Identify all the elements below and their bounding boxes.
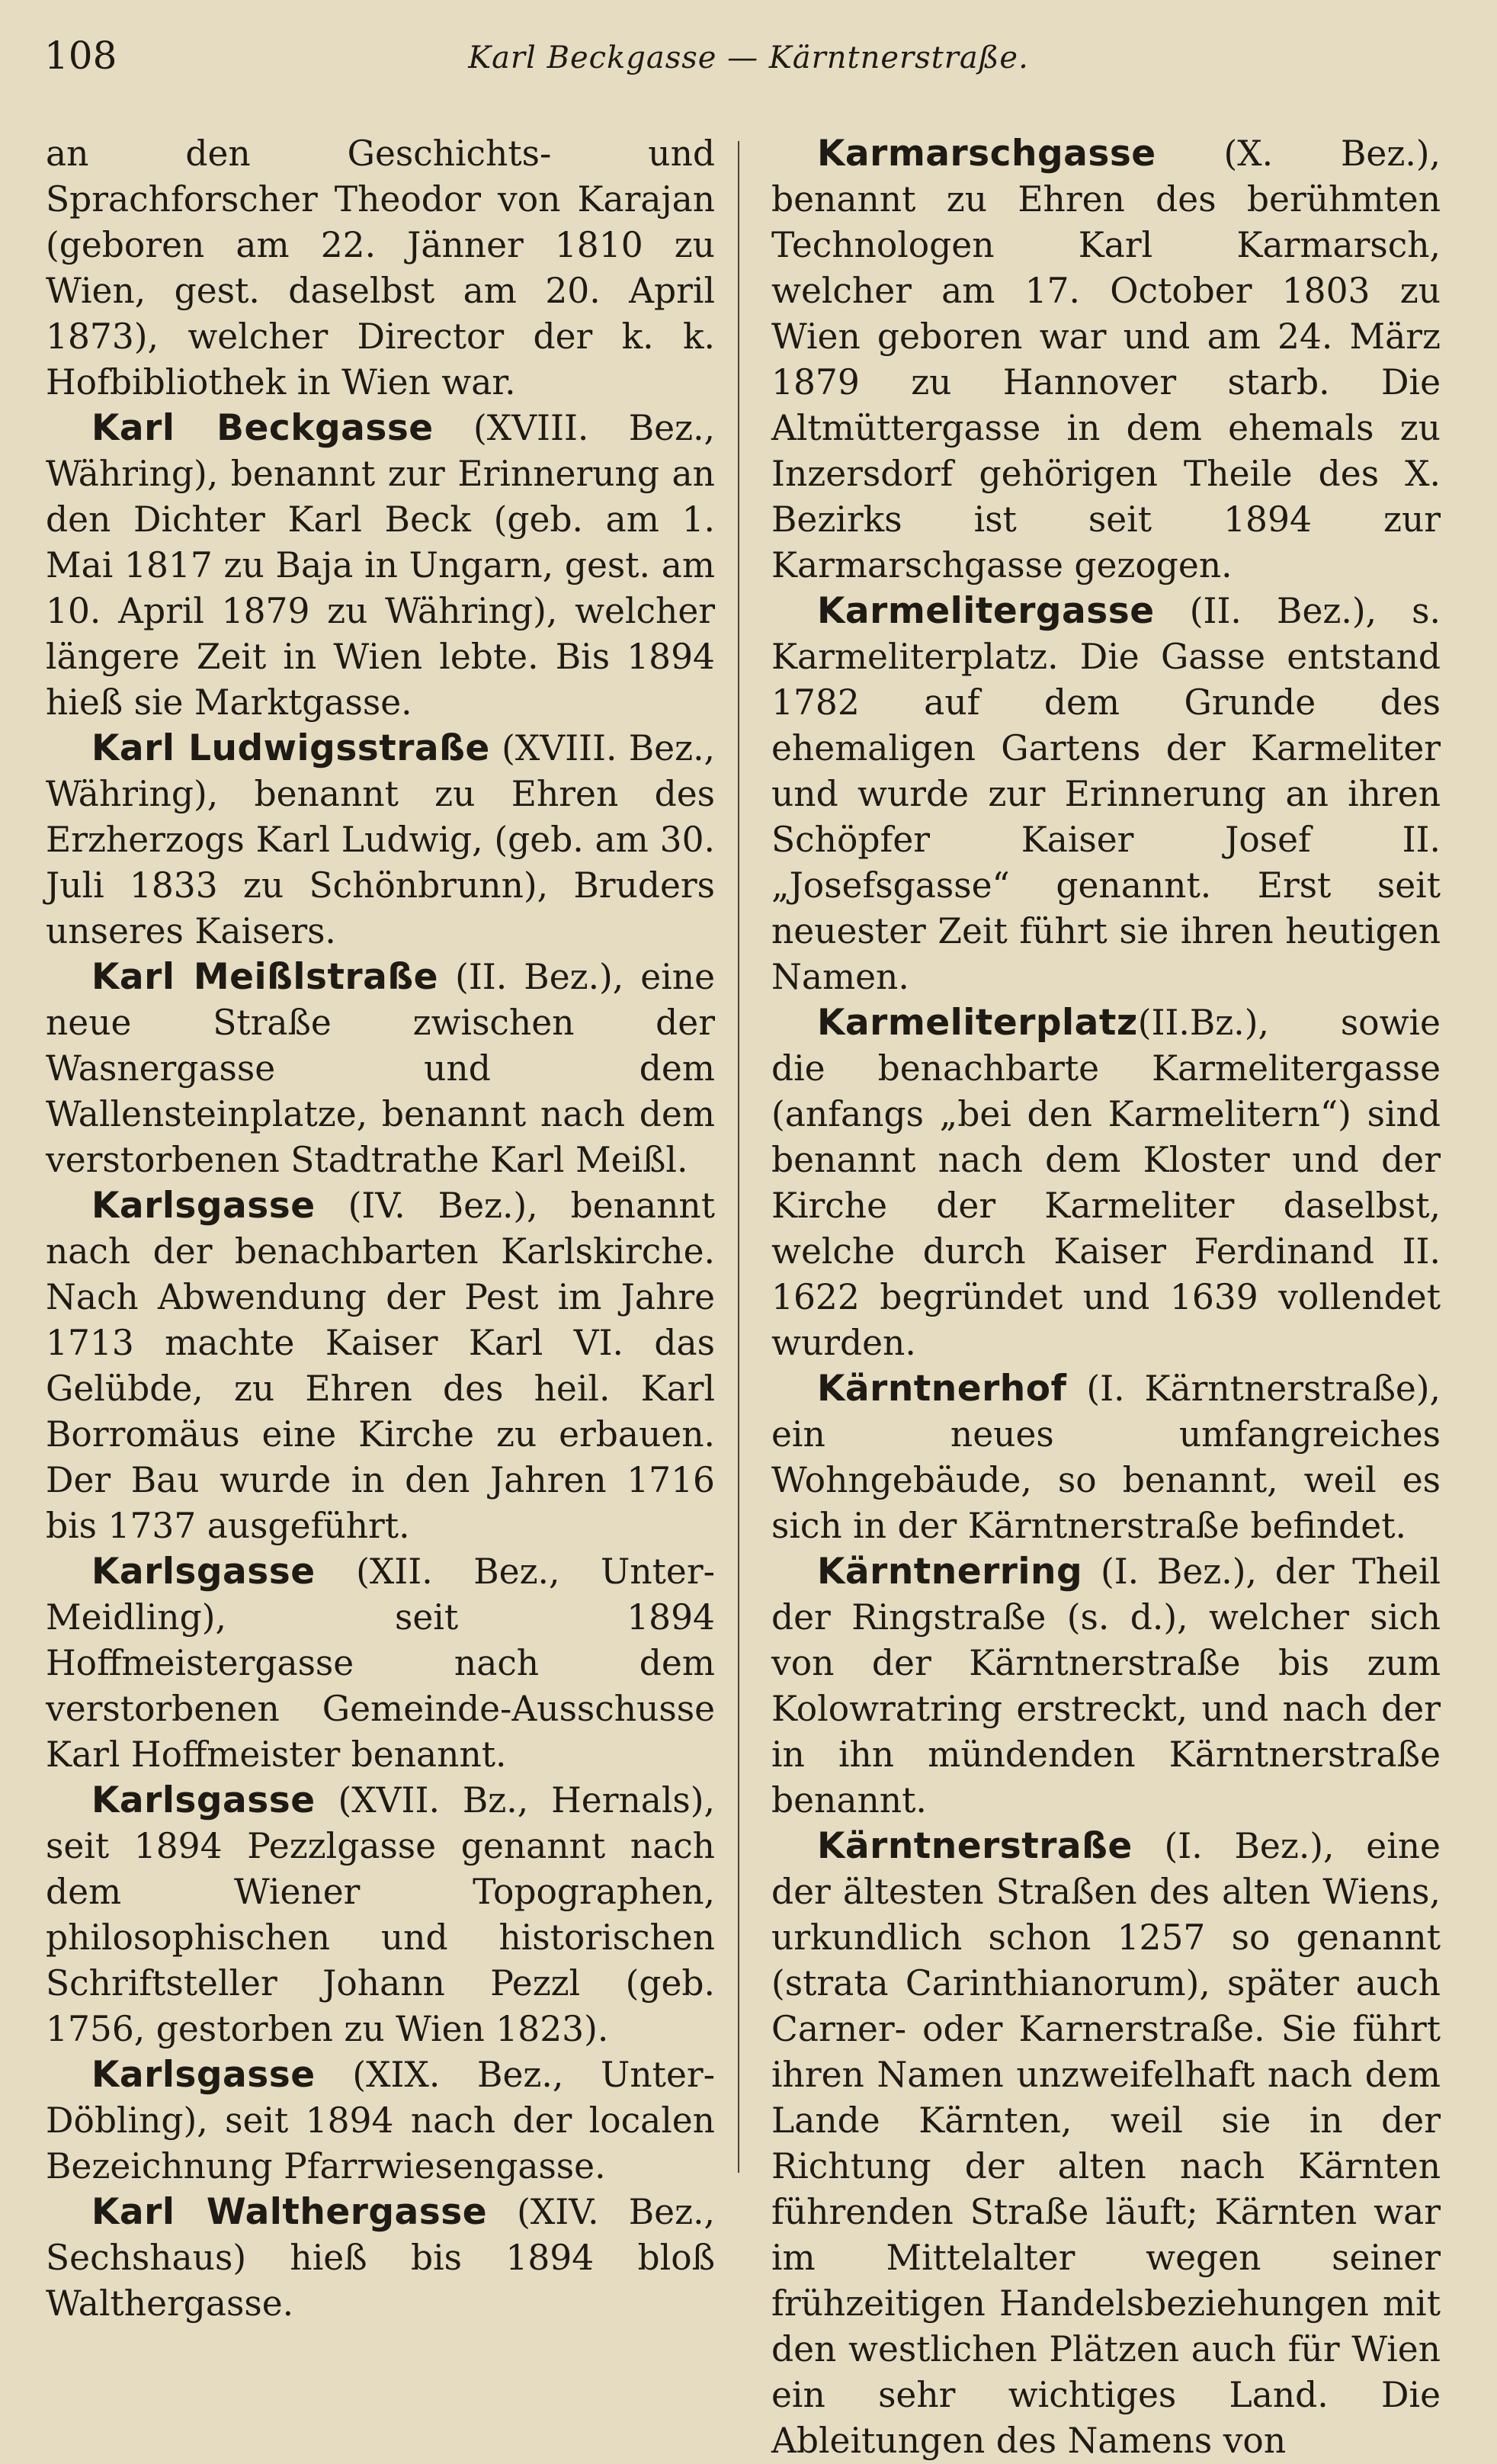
- entry-text: (X. Bez.), benannt zu Ehren des berühmten Technologen Karl Karmarsch, welcher am 17. October 1803 zu Wien geboren war und am 24. März 1879 zu Hannover starb. Die Altmüttergasse in dem ehemals zu Inzersdorf gehörigen Theile des X. Bezirks ist seit 1894 zur Karmarschgasse gezogen.: [771, 133, 1441, 586]
- entry-text: (II.Bz.), sowie die benachbarte Karmelitergasse (anfangs „bei den Karmelitern“) sind benannt nach dem Kloster und der Kirche der Karmeliter daselbst, welche durch Kaiser Ferdinand II. 1622 begründet und 1639 vollendet wurden.: [771, 1003, 1441, 1363]
- entry-headword: Karl Ludwigsstraße: [91, 727, 490, 769]
- entry-text: (XII. Bez., Unter-Meidling), seit 1894 Hoffmeistergasse nach dem verstorbenen Gemeinde-Ausschusse Karl Hoffmeister benannt.: [46, 1551, 715, 1775]
- entry: [46, 2052, 715, 2190]
- right-column: [771, 131, 1441, 2464]
- entry: [771, 131, 1441, 589]
- entry: [46, 2190, 715, 2327]
- column-divider: [738, 141, 739, 2173]
- entry: [771, 1824, 1441, 2464]
- entry-headword: Kärntnerring: [817, 1551, 1083, 1593]
- page-number: 108: [44, 34, 117, 78]
- left-column: [46, 131, 715, 2327]
- entry-headword: Karmarschgasse: [817, 133, 1156, 175]
- entry-text: (XIV. Bez., Sechshaus) hieß bis 1894 bloß Walthergasse.: [46, 2192, 715, 2324]
- running-header: Karl Beckgasse — Kärntnerstraße.: [468, 40, 1029, 75]
- entry: [46, 131, 715, 406]
- entry-headword: Kärntnerhof: [817, 1368, 1067, 1410]
- entry-text: (XIX. Bez., Unter-Döbling), seit 1894 nach der localen Bezeichnung Pfarrwiesengasse.: [46, 2055, 715, 2186]
- entry-text: an den Geschichts- und Sprachforscher Theodor von Karajan (geboren am 22. Jänner 1810 zu Wien, gest. daselbst am 20. April 1873), welcher Director der k. k. Hofbibliothek in Wien war.: [46, 133, 715, 403]
- entry-headword: Karmelitergasse: [817, 590, 1155, 632]
- entry-headword: Karlsgasse: [91, 1551, 316, 1593]
- entry-text: (II. Bez.), eine neue Straße zwischen der Wasnergasse und dem Wallensteinplatze, benannt nach dem verstorbenen Stadtrathe Karl Meißl.: [46, 957, 715, 1180]
- entry-headword: Karmeliterplatz: [817, 1002, 1138, 1044]
- entry-text: (I. Kärntnerstraße), ein neues umfangreiches Wohngebäude, so benannt, weil es sich in der Kärntnerstraße befindet.: [771, 1368, 1441, 1546]
- entry: [771, 1549, 1441, 1824]
- entry: [46, 726, 715, 954]
- entry: [46, 1549, 715, 1778]
- entry: [46, 1183, 715, 1549]
- entry: [46, 406, 715, 726]
- entry-text: (XVIII. Bez., Währing), benannt zur Erinnerung an den Dichter Karl Beck (geb. am 1. Mai 1817 zu Baja in Ungarn, gest. am 10. April 1879 zu Währing), welcher längere Zeit in Wien lebte. Bis 1894 hieß sie Marktgasse.: [46, 408, 715, 723]
- entry-headword: Karlsgasse: [91, 1185, 316, 1227]
- entry: [46, 954, 715, 1183]
- entry: [771, 589, 1441, 1000]
- entry: [46, 1778, 715, 2052]
- entry-headword: Karl Meißlstraße: [91, 956, 439, 998]
- entry-headword: Kärntnerstraße: [817, 1825, 1133, 1867]
- entry-headword: Karlsgasse: [91, 1779, 316, 1821]
- entry-text: (XVII. Bz., Hernals), seit 1894 Pezzlgasse genannt nach dem Wiener Topographen, philosophischen und historischen Schriftsteller Johann Pezzl (geb. 1756, gestorben zu Wien 1823).: [46, 1780, 715, 2049]
- entry-headword: Karlsgasse: [91, 2054, 316, 2096]
- entry-text: (II. Bez.), s. Karmeliterplatz. Die Gasse entstand 1782 auf dem Grunde des ehemaligen Gartens der Karmeliter und wurde zur Erinnerung an ihren Schöpfer Kaiser Josef II. „Josefsgasse“ genannt. Erst seit neuester Zeit führt sie ihren heutigen Namen.: [771, 591, 1441, 997]
- entry-headword: Karl Beckgasse: [91, 407, 434, 449]
- entry-text: (XVIII. Bez., Währing), benannt zu Ehren des Erzherzogs Karl Ludwig, (geb. am 30. Juli 1833 zu Schönbrunn), Bruders unseres Kaisers.: [46, 728, 715, 951]
- entry-headword: Karl Walthergasse: [91, 2191, 488, 2233]
- entry-text: (I. Bez.), der Theil der Ringstraße (s. d.), welcher sich von der Kärntnerstraße bis zum Kolowratring erstreckt, und nach der in ihn mündenden Kärntnerstraße benannt.: [771, 1551, 1441, 1821]
- entry-text: (I. Bez.), eine der ältesten Straßen des alten Wiens, urkundlich schon 1257 so genannt (strata Carinthianorum), später auch Carner- oder Karnerstraße. Sie führt ihren Namen unzweifelhaft nach dem Lande Kärnten, weil sie in der Richtung der alten nach Kärnten führenden Straße läuft; Kärnten war im Mittelalter wegen seiner frühzeitigen Handelsbeziehungen mit den westlichen Plätzen auch für Wien ein sehr wichtiges Land. Die Ableitungen des Namens von: [771, 1826, 1441, 2461]
- entry: [771, 1000, 1441, 1366]
- entry: [771, 1366, 1441, 1549]
- entry-text: (IV. Bez.), benannt nach der benachbarten Karlskirche. Nach Abwendung der Pest im Jahre 1713 machte Kaiser Karl VI. das Gelübde, zu Ehren des heil. Karl Borromäus eine Kirche zu erbauen. Der Bau wurde in den Jahren 1716 bis 1737 ausgeführt.: [46, 1185, 715, 1546]
